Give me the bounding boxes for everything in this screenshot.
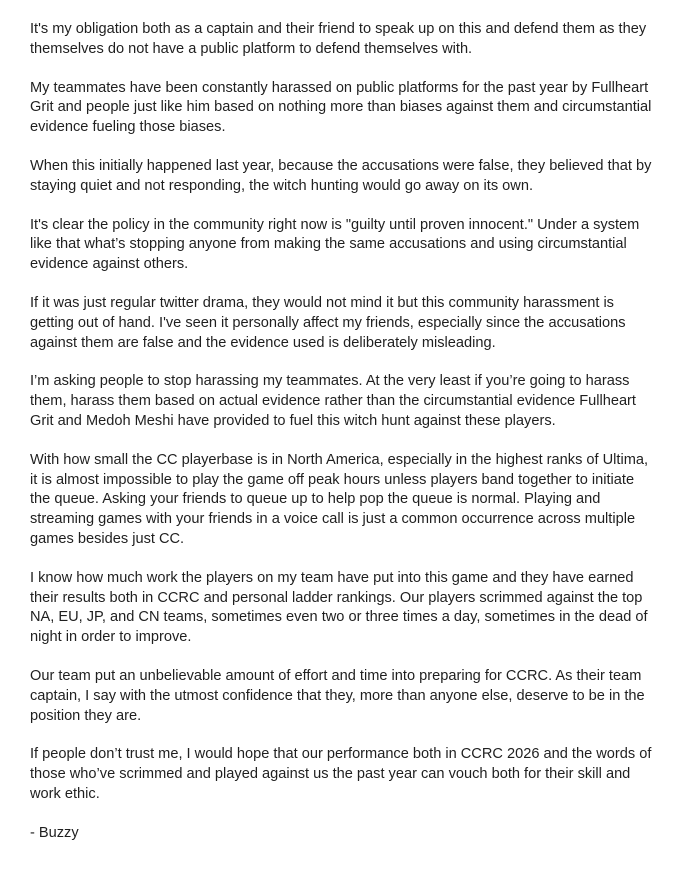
signature: - Buzzy: [30, 824, 79, 841]
paragraph-trust: If people don’t trust me, I would hope that our performance both in CCRC 2026 and the words of those who’ve scrimmed and played against us the past year can vouch both for their skill and work ethic.: [30, 746, 652, 802]
paragraph-team-effort: Our team put an unbelievable amount of effort and time into preparing for CCRC. As their team captain, I say with the utmost confidence that they, more than anyone else, deserve to be in the position they are.: [30, 667, 645, 724]
paragraph-initial-response: When this initially happened last year, because the accusations were false, they believed that by staying quiet and not responding, the witch hunting would go away on its own.: [30, 157, 652, 194]
paragraph-team-work: I know how much work the players on my team have put into this game and they have earned their results both in CCRC and personal ladder rankings. Our players scrimmed against the top NA, EU, JP, and CN teams, sometimes even two or three times a day, sometimes in the dead of night in order to improve.: [30, 569, 648, 646]
paragraph-playerbase: With how small the CC playerbase is in North America, especially in the highest ranks of Ultima, it is almost impossible to play the game off peak hours unless players band together to initiate the queue. Asking your friends to queue up to help pop the queue is normal. Playing and streaming games with your friends in a voice call is just a common occurrence across multiple games besides just CC.: [30, 451, 649, 547]
paragraph-harassment: My teammates have been constantly harassed on public platforms for the past year by Fullheart Grit and people just like him based on nothing more than biases against them and circumstantial evidence fueling those biases.: [30, 79, 652, 136]
paragraph-community-policy: It's clear the policy in the community right now is "guilty until proven innocent." Under a system like that what’s stopping anyone from making the same accusations and using circumstantial evidence against others.: [30, 216, 640, 273]
paragraph-request: I’m asking people to stop harassing my teammates. At the very least if you’re going to harass them, harass them based on actual evidence rather than the circumstantial evidence Fullheart Grit and Medoh Meshi have provided to fuel this witch hunt against these players.: [30, 373, 636, 429]
paragraph-obligation: It's my obligation both as a captain and their friend to speak up on this and defend them as they themselves do not have a public platform to defend themselves with.: [30, 21, 647, 57]
paragraph-twitter-drama: If it was just regular twitter drama, they would not mind it but this community harassment is getting out of hand. I've seen it personally affect my friends, especially since the accusations against them are false and the evidence used is deliberately misleading.: [30, 294, 626, 351]
